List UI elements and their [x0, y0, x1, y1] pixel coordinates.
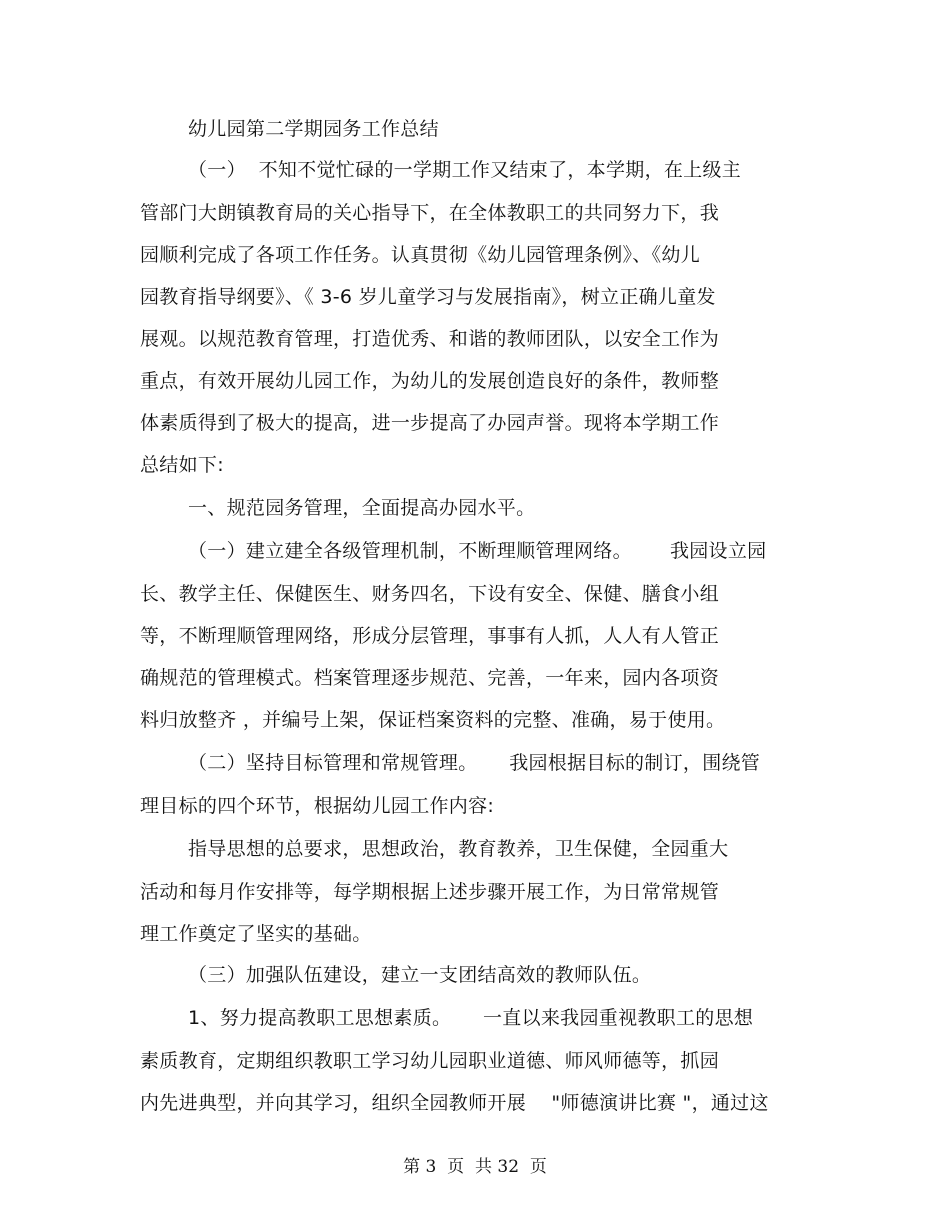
section-heading: （三）加强队伍建设，建立一支团结高效的教师队伍。	[188, 964, 652, 986]
paragraph-line: 总结如下:	[140, 454, 224, 476]
paragraph-line: 理工作奠定了坚实的基础。	[140, 923, 372, 945]
page-footer: 第 3 页 共 32 页	[403, 1157, 547, 1177]
paragraph-line: 指导思想的总要求，思想政治，教育教养，卫生保健，全园重大	[188, 838, 729, 860]
paragraph-line: 长、教学主任、保健医生、财务四名，下设有安全、保健、膳食小组	[140, 583, 720, 605]
paragraph-line: 园顺利完成了各项工作任务。认真贯彻《幼儿园管理条例》、《幼儿	[140, 244, 701, 266]
paragraph-line: 体素质得到了极大的提高，进一步提高了办园声誉。现将本学期工作	[140, 412, 720, 434]
paragraph-line: 展观。以规范教育管理，打造优秀、和谐的教师团队，以安全工作为	[140, 328, 720, 350]
paragraph-line: （二）坚持目标管理和常规管理。 我园根据目标的制订，围绕管	[188, 752, 761, 774]
section-heading: 一、规范园务管理，全面提高办园水平。	[188, 497, 536, 519]
paragraph-line: 1、努力提高教职工思想素质。 一直以来我园重视教职工的思想	[188, 1007, 754, 1029]
paragraph-line: 料归放整齐 ，并编号上架，保证档案资料的完整、准确，易于使用。	[140, 709, 726, 731]
paragraph-line: （一） 不知不觉忙碌的一学期工作又结束了，本学期，在上级主	[188, 159, 742, 181]
paragraph-line: 管部门大朗镇教育局的关心指导下，在全体教职工的共同努力下，我	[140, 202, 720, 224]
document-title: 幼儿园第二学期园务工作总结	[188, 118, 439, 140]
paragraph-line: 素质教育，定期组织教职工学习幼儿园职业道德、师风师德等，抓园	[140, 1050, 720, 1072]
paragraph-line: 等，不断理顺管理网络，形成分层管理，事事有人抓，人人有人管正	[140, 625, 720, 647]
paragraph-line: 重点，有效开展幼儿园工作，为幼儿的发展创造良好的条件，教师整	[140, 370, 720, 392]
paragraph-line: （一）建立建全各级管理机制，不断理顺管理网络。 我园设立园	[188, 540, 767, 562]
paragraph-line: 园教育指导纲要》、《 3-6 岁儿童学习与发展指南》，树立正确儿童发	[140, 286, 716, 308]
paragraph-line: 内先进典型，并向其学习，组织全园教师开展 "师德演讲比赛 "，通过这	[140, 1092, 769, 1114]
paragraph-line: 活动和每月作安排等，每学期根据上述步骤开展工作，为日常常规管	[140, 881, 720, 903]
paragraph-line: 理目标的四个环节，根据幼儿园工作内容:	[140, 795, 495, 817]
paragraph-line: 确规范的管理模式。档案管理逐步规范、完善，一年来，园内各项资	[140, 667, 720, 689]
